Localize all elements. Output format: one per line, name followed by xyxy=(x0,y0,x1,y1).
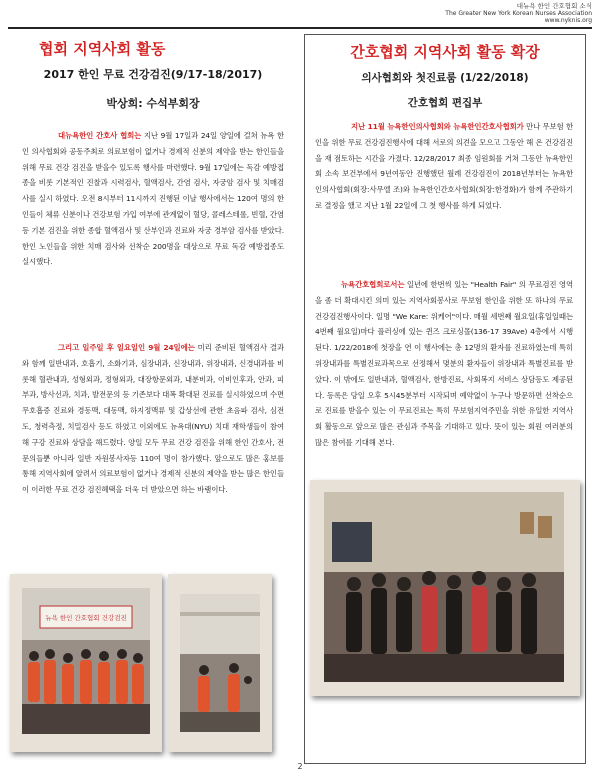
photo-we-kare-group xyxy=(310,480,580,696)
left-p2-body: 미리 준비된 혈액검사 결과와 함께 일반내과, 호흡기, 소화기과, 심장내과, 신장내과, 위장내과, 신경내과를 비롯해 혈관내과, 성형외과, 정형외과, 대장항문외과, 내분비과, 이비인후과, 안과, 피부과, 방사선과, 치과, 발전문의 등 기존보다 대폭 확대된 진료를 실시하였으며 수면 무호흡증 진료와 경동맥, 대동맥, 하지정맥류 및 갑상선에 관한 초음파 검사, 심전도, 청력측정, 치밀검사 등도 하였고 이외에도 뉴욕대(NYU) 치대 재학생들이 참여해 구강 진료와 상담을 해드렸다. 양일 모두 무료 건강 검진을 위해 한인 간호사, 전문의들뿐 아니라 일반 자원봉사자등 110여 명이 참가했다. 앞으로도 많은 홍보를 통해 지역사회에 알려서 의료보험이 없거나 경제적 신분의 제약을 받는 많은 한인들이 이러한 무료 건강 검진혜택을 더욱 더 받았으면 하는 바램이다. xyxy=(22,343,284,495)
left-p1-body: 지난 9월 17일과 24일 양일에 걸쳐 뉴욕 한인 의사협회와 공동주최로 의료보험이 없거나 경제적 신분의 제약을 받는 한인들을 위해 무료 건강 검진을 받을수 있도록 행사를 마련했다. 9월 17일에는 독감 예방접종을 비롯 기본적인 진찰과 시력검사, 혈액검사, 간염 검사, 자궁암 검사 및 치매검사를 실시 하였다. 오전 8시부터 11시까지 진행된 이날 행사에서는 120여 명의 한인들이 체류 신분이나 건강보험 가입 여부에 관계없이 혈당, 콜레스테롤, 빈혈, 간염 등 기본 검진을 위한 종합 혈액검사 및 산부인과 진료와 자궁 경부암 검사를 받았다. 한인 노인들을 위한 치매 검사와 선착순 200명을 대상으로 무료 독감 예방접종도 실시했다. xyxy=(22,131,284,267)
left-author: 박상희: 수석부회장 xyxy=(106,97,200,110)
page-number: 2 xyxy=(297,762,303,771)
left-paragraph-1 xyxy=(22,128,284,270)
photo-illustration xyxy=(22,588,150,734)
left-paragraph-2 xyxy=(22,340,284,498)
right-paragraph-1 xyxy=(315,119,573,214)
left-p2-lead: 그리고 일주일 후 일요일인 9월 24일에는 xyxy=(58,343,195,352)
right-p1-lead: 지난 11월 뉴욕한인의사협회와 뉴욕한인간호사협회가 xyxy=(351,122,524,131)
page-header xyxy=(445,3,592,24)
right-paragraph-2 xyxy=(315,277,573,451)
right-p2-lead: 뉴욕간호협회로서는 xyxy=(341,280,405,289)
photo-health-fair-group xyxy=(10,574,162,752)
header-url: www.nyknis.org xyxy=(544,17,592,24)
photo-illustration xyxy=(180,594,260,732)
left-title: 협회 지역사회 활동 xyxy=(39,40,166,58)
right-p2-body: 일년에 한번씩 있는 "Health Fair" 의 무료검진 영역을 좀 더 확대시킨 의미 있는 지역사회봉사로 무보험 한인을 위한 또 하나의 무료건강검진행사이다. 일명 "We Kare: 위케어"이다. 매월 세번째 월요일(휴일일때는 4번째 월요일)마다 플러싱에 있는 퀸즈 크로싱몰(136-17 39Ave) 4층에서 시행된다. 1/22/2018에 첫장을 연 이 행사에는 총 12명의 환자를 진료하였는데 특히 위장내과를 특별진료과목으로 선정해서 몇분의 환자들이 위장내과 특별진료를 받았다. 이 밖에도 일반내과, 혈액검사, 한방진료, 사회복지 서비스 상담등도 제공된다. 등록은 당일 오후 5시45분부터 시작되며 예약없이 누구나 방문하면 선착순으로 진료를 받을수 있는 이 무료진료는 특히 무보험지역주민을 위한 유일한 지역사회 활동으로 앞으로 많은 관심과 주목을 기대하고 있다. 뜻이 있는 회원 여러분의 많은 참여를 기대해 본다. xyxy=(315,280,573,447)
header-org: 대뉴욕 한인 간호협회 소식 xyxy=(516,2,592,10)
right-p1-body: 만나 무보험 한인을 위한 무료 건강검진행사에 대해 서로의 의견을 모으고 그동안 해 온 건강검진을 재 점토하는 시간을 가졌다. 12/28/2017 최종 임원회를 거쳐 그동안 뉴욕한인회 소속 보건부에서 9년여동안 진행했던 월례 건강검진이 2018년부터는 뉴욕한인의사협회(회장:사무엘 조)와 뉴욕한인간호사협회(회장:한경화)가 함께 주관하기로 결정을 했고 지난 1월 22일에 그 첫 행사를 하게 되었다. xyxy=(315,122,573,210)
right-title: 간호협회 지역사회 활동 확장 xyxy=(350,43,540,61)
header-tagline: The Greater New York Korean Nurses Association xyxy=(445,10,592,17)
banner-text: 뉴욕 한인 간호협회 건강검진 xyxy=(45,614,127,622)
left-p1-lead: 대뉴욕한인 간호사 협회는 xyxy=(58,131,142,140)
photo-illustration xyxy=(324,492,564,682)
right-subtitle: 의사협회와 첫진료룸 (1/22/2018) xyxy=(361,72,529,84)
right-author: 간호협회 편집부 xyxy=(407,97,483,109)
photo-event-hall xyxy=(168,574,272,752)
header-rule xyxy=(8,27,592,29)
left-subtitle: 2017 한인 무료 건강검진(9/17-18/2017) xyxy=(43,68,263,81)
